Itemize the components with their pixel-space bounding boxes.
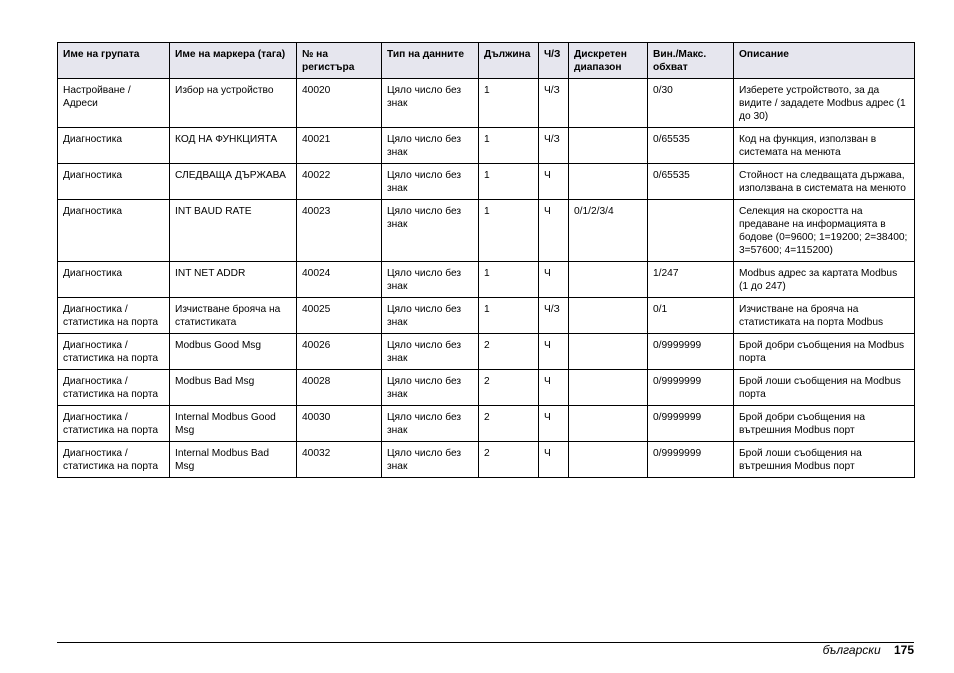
cell-discrete-range — [569, 370, 648, 406]
cell-read-write: Ч — [539, 370, 569, 406]
cell-read-write: Ч — [539, 442, 569, 478]
cell-group-name: Диагностика — [58, 200, 170, 262]
cell-discrete-range — [569, 442, 648, 478]
cell-read-write: Ч — [539, 164, 569, 200]
cell-length: 2 — [479, 442, 539, 478]
cell-data-type: Цяло число без знак — [382, 298, 479, 334]
cell-description: Modbus адрес за картата Modbus (1 до 247) — [734, 262, 915, 298]
page-number: 175 — [893, 643, 914, 657]
cell-discrete-range — [569, 262, 648, 298]
cell-discrete-range — [569, 164, 648, 200]
cell-tag-name: Изчистване брояча на статистиката — [170, 298, 297, 334]
cell-group-name: Диагностика / статистика на порта — [58, 298, 170, 334]
cell-min-max-range: 1/247 — [648, 262, 734, 298]
header-length: Дължина — [479, 43, 539, 79]
cell-tag-name: Internal Modbus Good Msg — [170, 406, 297, 442]
cell-data-type: Цяло число без знак — [382, 164, 479, 200]
cell-min-max-range: 0/1 — [648, 298, 734, 334]
table-row — [58, 79, 915, 128]
cell-register-number: 40025 — [297, 298, 382, 334]
cell-min-max-range: 0/9999999 — [648, 370, 734, 406]
cell-data-type: Цяло число без знак — [382, 200, 479, 262]
cell-description: Селекция на скоростта на предаване на информацията в бодове (0=9600; 1=19200; 2=38400; 3=57600; 4=115200) — [734, 200, 915, 262]
cell-group-name: Диагностика / статистика на порта — [58, 442, 170, 478]
cell-description: Брой добри съобщения на Modbus порта — [734, 334, 915, 370]
page-footer — [823, 642, 914, 658]
table-row — [58, 262, 915, 298]
cell-length: 1 — [479, 200, 539, 262]
cell-group-name: Настройване / Адреси — [58, 79, 170, 128]
cell-description: Код на функция, използван в системата на менюта — [734, 128, 915, 164]
cell-data-type: Цяло число без знак — [382, 406, 479, 442]
cell-register-number: 40026 — [297, 334, 382, 370]
cell-length: 2 — [479, 334, 539, 370]
cell-tag-name: Modbus Good Msg — [170, 334, 297, 370]
table-row — [58, 370, 915, 406]
cell-register-number: 40024 — [297, 262, 382, 298]
cell-length: 1 — [479, 262, 539, 298]
table-row — [58, 200, 915, 262]
header-group-name: Име на групата — [58, 43, 170, 79]
table-header-row — [58, 43, 915, 79]
table-row — [58, 128, 915, 164]
cell-register-number: 40023 — [297, 200, 382, 262]
cell-length: 2 — [479, 370, 539, 406]
cell-group-name: Диагностика — [58, 262, 170, 298]
modbus-register-table — [57, 42, 915, 478]
cell-discrete-range — [569, 298, 648, 334]
cell-register-number: 40022 — [297, 164, 382, 200]
header-register-number: № на регистъра — [297, 43, 382, 79]
cell-data-type: Цяло число без знак — [382, 262, 479, 298]
cell-tag-name: Modbus Bad Msg — [170, 370, 297, 406]
header-data-type: Тип на данните — [382, 43, 479, 79]
footer-divider — [57, 642, 914, 643]
cell-min-max-range: 0/30 — [648, 79, 734, 128]
cell-register-number: 40028 — [297, 370, 382, 406]
table-row — [58, 442, 915, 478]
cell-tag-name: INT NET ADDR — [170, 262, 297, 298]
cell-read-write: Ч — [539, 262, 569, 298]
cell-tag-name: Избор на устройство — [170, 79, 297, 128]
cell-description: Стойност на следващата държава, използвана в системата на менюто — [734, 164, 915, 200]
cell-data-type: Цяло число без знак — [382, 128, 479, 164]
header-read-write: Ч/З — [539, 43, 569, 79]
cell-length: 1 — [479, 164, 539, 200]
header-description: Описание — [734, 43, 915, 79]
cell-group-name: Диагностика / статистика на порта — [58, 370, 170, 406]
cell-register-number: 40020 — [297, 79, 382, 128]
cell-description: Брой лоши съобщения на вътрешния Modbus порт — [734, 442, 915, 478]
cell-min-max-range: 0/9999999 — [648, 334, 734, 370]
footer-language: български — [822, 643, 881, 657]
cell-read-write: Ч/З — [539, 128, 569, 164]
cell-description: Брой лоши съобщения на Modbus порта — [734, 370, 915, 406]
cell-discrete-range — [569, 334, 648, 370]
cell-data-type: Цяло число без знак — [382, 334, 479, 370]
table-row — [58, 164, 915, 200]
cell-min-max-range: 0/9999999 — [648, 406, 734, 442]
table-row — [58, 406, 915, 442]
cell-read-write: Ч/З — [539, 79, 569, 128]
cell-register-number: 40021 — [297, 128, 382, 164]
header-discrete-range: Дискретен диапазон — [569, 43, 648, 79]
cell-description: Изчистване на брояча на статистиката на порта Modbus — [734, 298, 915, 334]
cell-tag-name: Internal Modbus Bad Msg — [170, 442, 297, 478]
cell-read-write: Ч — [539, 200, 569, 262]
cell-length: 2 — [479, 406, 539, 442]
cell-length: 1 — [479, 298, 539, 334]
cell-read-write: Ч/З — [539, 298, 569, 334]
cell-discrete-range — [569, 406, 648, 442]
cell-min-max-range: 0/65535 — [648, 128, 734, 164]
cell-group-name: Диагностика — [58, 164, 170, 200]
table-row — [58, 298, 915, 334]
cell-tag-name: КОД НА ФУНКЦИЯТА — [170, 128, 297, 164]
cell-group-name: Диагностика — [58, 128, 170, 164]
cell-register-number: 40032 — [297, 442, 382, 478]
cell-min-max-range — [648, 200, 734, 262]
cell-group-name: Диагностика / статистика на порта — [58, 334, 170, 370]
cell-read-write: Ч — [539, 406, 569, 442]
table-row — [58, 334, 915, 370]
cell-discrete-range: 0/1/2/3/4 — [569, 200, 648, 262]
cell-tag-name: INT BAUD RATE — [170, 200, 297, 262]
cell-data-type: Цяло число без знак — [382, 79, 479, 128]
cell-data-type: Цяло число без знак — [382, 442, 479, 478]
header-min-max-range: Вин./Макс. обхват — [648, 43, 734, 79]
cell-min-max-range: 0/9999999 — [648, 442, 734, 478]
cell-discrete-range — [569, 79, 648, 128]
cell-min-max-range: 0/65535 — [648, 164, 734, 200]
cell-data-type: Цяло число без знак — [382, 370, 479, 406]
header-tag-name: Име на маркера (тага) — [170, 43, 297, 79]
cell-length: 1 — [479, 128, 539, 164]
cell-register-number: 40030 — [297, 406, 382, 442]
cell-length: 1 — [479, 79, 539, 128]
cell-description: Изберете устройството, за да видите / зададете Modbus адрес (1 до 30) — [734, 79, 915, 128]
cell-tag-name: СЛЕДВАЩА ДЪРЖАВА — [170, 164, 297, 200]
cell-discrete-range — [569, 128, 648, 164]
cell-description: Брой добри съобщения на вътрешния Modbus порт — [734, 406, 915, 442]
cell-group-name: Диагностика / статистика на порта — [58, 406, 170, 442]
cell-read-write: Ч — [539, 334, 569, 370]
